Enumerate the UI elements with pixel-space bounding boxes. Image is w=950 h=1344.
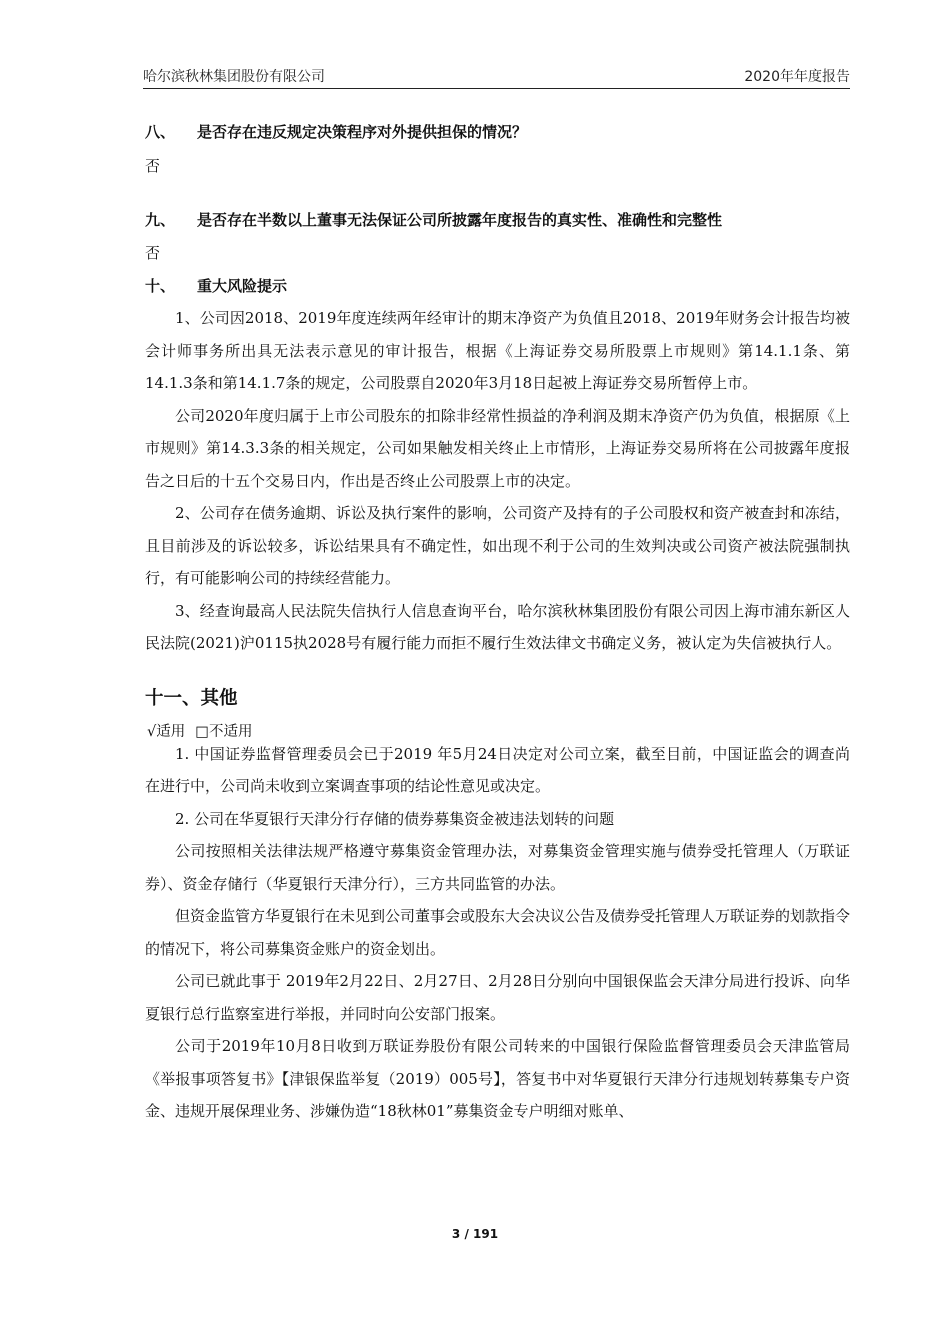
- risk-paragraph: 公司2020年度归属于上市公司股东的扣除非经常性损益的净利润及期末净资产仍为负值，根据原《上市规则》第14.3.3条的相关规定，公司如果触发相关终止上市情形，上海证券交易所将在公司披露年度报告之日后的十五个交易日内，作出是否终止公司股票上市的决定。: [145, 406, 850, 490]
- section-10-heading: [145, 274, 850, 298]
- risk-paragraph: 1、公司因2018、2019年度连续两年经审计的期末净资产为负值且2018、2019年财务会计报告均被会计师事务所出具无法表示意见的审计报告，根据《上海证券交易所股票上市规则》第14.1.1条、第14.1.3条和第14.1.7条的规定，公司股票自2020年3月18日起被上海证券交易所暂停上市。: [145, 309, 850, 392]
- section-9-number: 九、: [145, 211, 176, 229]
- page-header: [143, 66, 850, 89]
- section-10-number: 十、: [145, 277, 176, 295]
- applicable-option: √适用: [147, 723, 186, 740]
- other-paragraph: 公司已就此事于 2019年2月22日、2月27日、2月28日分别向中国银保监会天津分局进行投诉、向华夏银行总行监察室进行举报，并同时向公安部门报案。: [145, 972, 850, 1023]
- section-11-body: [145, 738, 850, 1128]
- other-paragraph: 但资金监管方华夏银行在未见到公司董事会或股东大会决议公告及债券受托管理人万联证券的划款指令的情况下，将公司募集资金账户的资金划出。: [145, 907, 851, 958]
- section-9-answer: 否: [145, 244, 161, 262]
- other-paragraph: 2. 公司在华夏银行天津分行存储的债券募集资金被违法划转的问题: [175, 809, 615, 828]
- section-8-answer: 否: [145, 157, 161, 175]
- header-company: 哈尔滨秋林集团股份有限公司: [143, 69, 325, 85]
- section-11-heading: 十一、其他: [145, 687, 238, 709]
- section-10-body: [145, 302, 850, 660]
- section-8-title: 是否存在违反规定决策程序对外提供担保的情况？: [197, 123, 528, 141]
- other-paragraph: 公司按照相关法律法规严格遵守募集资金管理办法，对募集资金管理实施与债券受托管理人（万联证券）、资金存储行（华夏银行天津分行），三方共同监管的办法。: [145, 842, 850, 893]
- section-10-title: 重大风险提示: [197, 277, 288, 295]
- page-content: [145, 120, 850, 1128]
- risk-paragraph: 3、经查询最高人民法院失信执行人信息查询平台，哈尔滨秋林集团股份有限公司因上海市浦东新区人民法院(2021)沪0115执2028号有履行能力而拒不履行生效法律文书确定义务，被认定为失信被执行人。: [145, 601, 850, 652]
- section-9-heading: [145, 208, 850, 232]
- risk-paragraph: 2、公司存在债务逾期、诉讼及执行案件的影响，公司资产及持有的子公司股权和资产被查封和冻结，且目前涉及的诉讼较多，诉讼结果具有不确定性，如出现不利于公司的生效判决或公司资产被法院强制执行，有可能影响公司的持续经营能力。: [145, 504, 850, 587]
- header-report-title: 2020年年度报告: [744, 69, 850, 85]
- section-8-number: 八、: [145, 123, 176, 141]
- other-paragraph: 公司于2019年10月8日收到万联证券股份有限公司转来的中国银行保险监督管理委员会天津监管局《举报事项答复书》【津银保监举复（2019）005号】，答复书中对华夏银行天津分行违规划转募集专户资金、违规开展保理业务、涉嫌伪造“18秋林01”募集资金专户明细对账单、: [145, 1037, 850, 1120]
- section-9-title: 是否存在半数以上董事无法保证公司所披露年度报告的真实性、准确性和完整性: [197, 211, 723, 229]
- page-number: 3 / 191: [451, 1227, 499, 1241]
- section-8-heading: [145, 120, 850, 144]
- not-applicable-option: □不适用: [195, 723, 253, 740]
- other-paragraph: 1. 中国证券监督管理委员会已于2019 年5月24日决定对公司立案，截至目前，中国证监会的调查尚在进行中，公司尚未收到立案调查事项的结论性意见或决定。: [145, 744, 850, 795]
